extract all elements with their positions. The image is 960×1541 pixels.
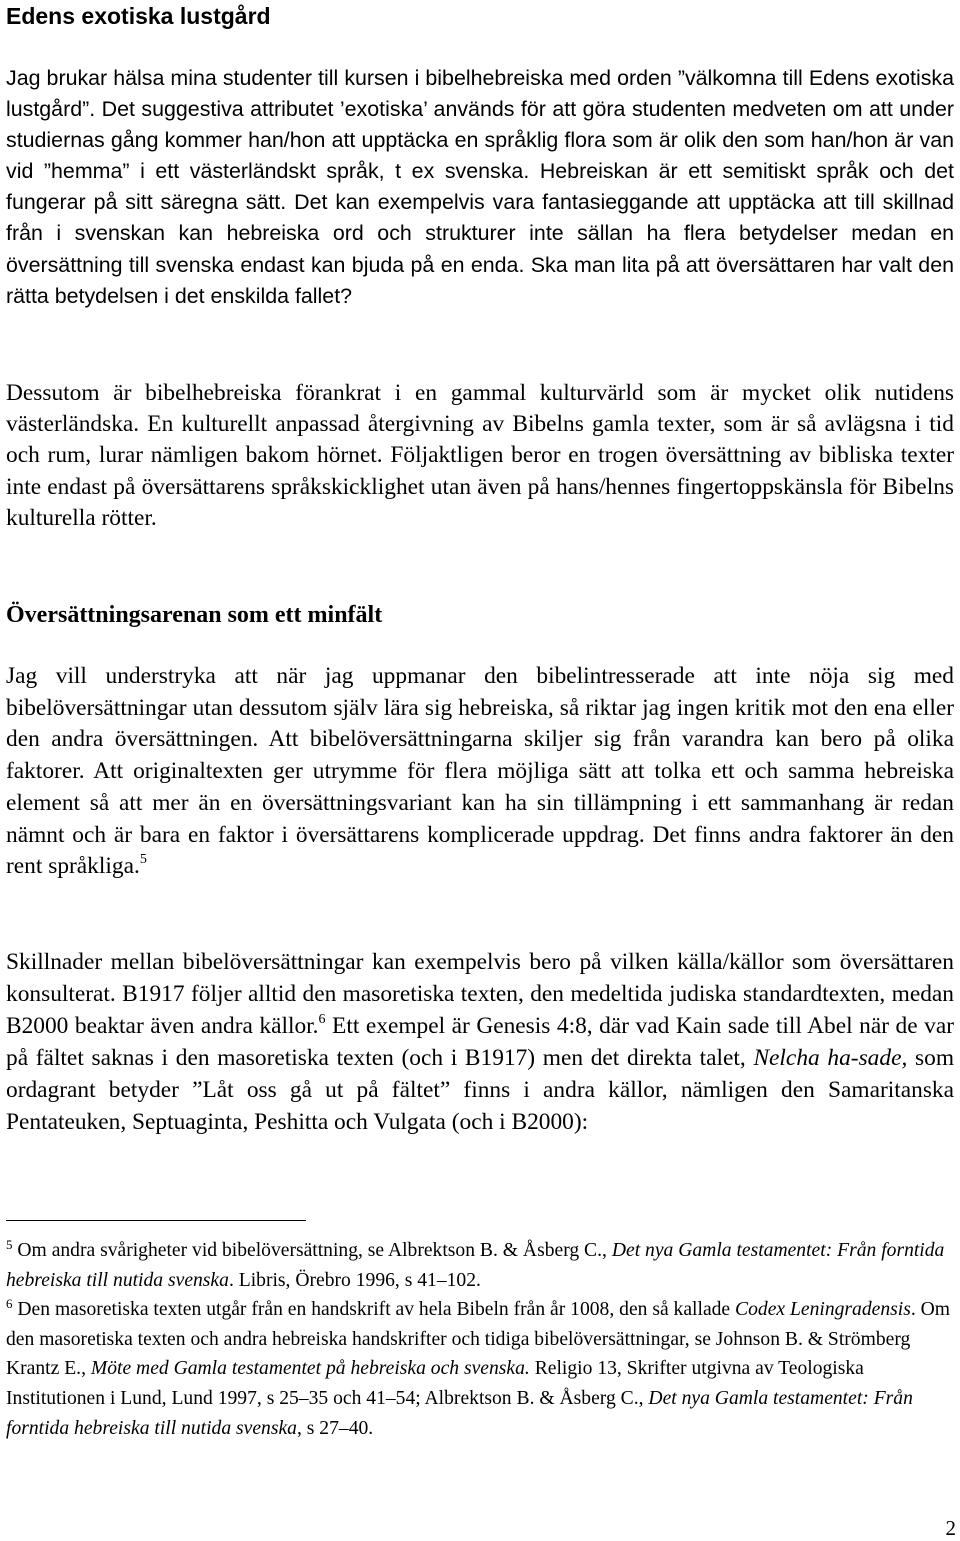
footnote-6-text-d: , s 27–40. xyxy=(296,1417,374,1439)
paragraph-sources xyxy=(6,946,954,1138)
paragraph-intro xyxy=(6,63,954,312)
footnote-ref-6[interactable]: 6 xyxy=(318,1012,326,1027)
paragraph-culture: Dessutom är bibelhebreiska förankrat i en gammal kulturvärld som är mycket olik nutidens västerländska. En kulturellt anpassad återgivning av Bibelns gamla texter, som är så avlägsna i tid och rum, lurar nämligen bakom hörnet. Följaktligen beror en trogen översättning av bibliska texter inte endast på översättarens språkskicklighet utan även på hans/hennes fingertoppskänsla för Bibelns kulturella rötter. xyxy=(6,380,954,531)
page-number: 2 xyxy=(945,1516,956,1540)
footnote-6 xyxy=(6,1295,954,1443)
footnotes xyxy=(6,1236,954,1443)
footnote-5-title: Det nya Gamla testamentet: Från forntida hebreiska till nutida svenska xyxy=(6,1240,945,1291)
paragraph-sources-text-b: Ett exempel är Genesis 4:8, där vad Kain sade till Abel när de var på fältet saknas i den masoretiska texten (och i B1917) men det direkta talet, xyxy=(6,1013,955,1071)
paragraph-sources-text-c: som ordagrant betyder ”Låt oss gå ut på fältet” finns i andra källor, nämligen den Samaritanska Pentateuken, Septuaginta, Peshitta och Vulgata (och i B2000): xyxy=(6,1045,955,1135)
footnote-6-italic-mote: Möte med Gamla testamentet på hebreiska och svenska. xyxy=(90,1358,530,1380)
footnote-5 xyxy=(6,1236,954,1295)
footnote-6-text-a: Den masoretiska texten utgår från en handskrift av hela Bibeln från år 1008, den så kallade xyxy=(12,1299,731,1321)
footnote-separator xyxy=(6,1220,306,1221)
paragraph-translations-text: Jag vill understryka att när jag uppmanar den bibelintresserade att inte nöja sig med bibelöversättningar utan dessutom själv lära sig hebreiska, så riktar jag ingen kritik mot den ena eller den andra översättningen. Att bibelöversättningarna skiljer sig från varandra kan bero på olika faktorer. Att originaltexten ger utrymme för flera möjliga sätt att tolka ett och samma hebreiska element så att mer än en översättningsvariant kan ha sin tillämpning i ett sammanhang är redan nämnt och är bara en faktor i översättarens komplicerade uppdrag. Det finns andra faktorer än den rent språkliga. xyxy=(6,663,954,880)
paragraph-intro-part2: Det kan exempelvis vara fantasieggande att upptäcka att till skillnad från i svenskan kan hebreiska ord och strukturer inte sällan ha flera betydelser medan en översättning till svenska endast kan bjuda på en enda. Ska man lita på att översättaren har valt den rätta betydelsen i det enskilda fallet? xyxy=(6,190,954,308)
section-heading-minefield: Översättningsarenan som ett minfält xyxy=(6,602,383,628)
footnote-6-text-c: Religio 13, Skrifter utgivna av Teologiska Institutionen i Lund, Lund 1997, s 25–35 och 41–54; Albrektson B. & Åsberg C., xyxy=(6,1358,864,1409)
footnote-6-number: 6 xyxy=(6,1296,13,1312)
footnote-6-italic-title: Det nya Gamla testamentet: Från forntida hebreiska till nutida svenska xyxy=(6,1387,913,1439)
footnote-ref-5[interactable]: 5 xyxy=(139,852,147,868)
paragraph-sources-italic: Nelcha ha-sade, xyxy=(753,1045,908,1071)
paragraph-intro-part1: Jag brukar hälsa mina studenter till kursen i bibelhebreiska med orden ”välkomna till Edens exotiska lustgård”. Det suggestiva attributet ’exotiska’ används för att göra studenten medveten om att under studiernas gång kommer han/hon att upptäcka en språklig flora som är olik den som han/hon är van vid ”hemma” i ett västerländskt språk, t ex svenska. Hebreiskan är ett semitiskt språk och det fungerar på sitt säregna sätt. xyxy=(6,66,954,215)
paragraph-sources-text-a: Skillnader mellan bibelöversättningar kan exempelvis bero på vilken källa/källor som översättaren konsulterat. B1917 följer alltid den masoretiska texten, den medeltida judiska standardtexten, medan B2000 beaktar även andra källor. xyxy=(6,949,954,1039)
footnote-5-text-a: Om andra svårigheter vid bibelöversättning, se Albrektson B. & Åsberg C., xyxy=(12,1240,607,1261)
footnote-6-text-b: . Om den masoretiska texten och andra hebreiska handskrifter och tidiga bibelöversättningar, se Johnson B. & Strömberg Krantz E., xyxy=(6,1299,951,1380)
section-heading-edens: Edens exotiska lustgård xyxy=(6,3,271,29)
footnote-5-text-b: . Libris, Örebro 1996, s 41–102. xyxy=(228,1269,481,1291)
footnote-5-number: 5 xyxy=(6,1237,13,1252)
footnote-6-italic-codex: Codex Leningradensis xyxy=(735,1299,911,1321)
paragraph-translations xyxy=(6,661,954,883)
